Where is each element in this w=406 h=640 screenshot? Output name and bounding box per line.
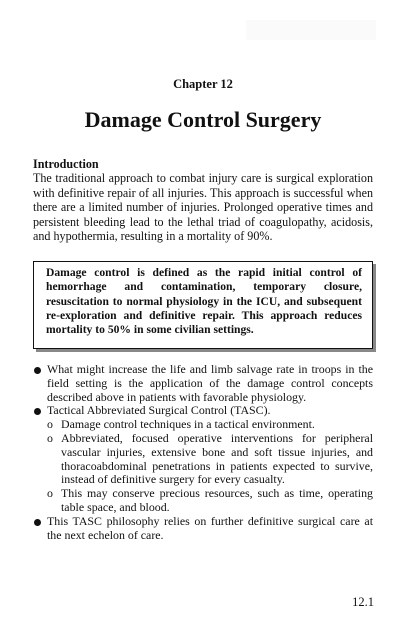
- bullet-text: Tactical Abbreviated Surgical Control (TASC).: [47, 403, 271, 418]
- sub-item: [47, 418, 373, 432]
- page-number: 12.1: [352, 595, 374, 609]
- sub-text: This may conserve precious resources, such as time, operating table space, and blood.: [61, 486, 373, 514]
- callout-text: Damage control is defined as the rapid initial control of hemorrhage and contamination, temporary closure, resuscitation to normal physiology in the ICU, and subsequent re-exploration and definitive repair. This approach reduces mortality to 50% in some civilian settings.: [46, 266, 362, 337]
- sub-text: Damage control techniques in a tactical environment.: [61, 417, 315, 432]
- intro-paragraph: The traditional approach to combat injury care is surgical exploration with definitive repair of all injuries. This approach is successful when there are a limited number of injuries. Prolonged operative times and persistent bleeding lead to the lethal triad of coagulopathy, acidosis, and hypothermia, resulting in a mortality of 90%.: [33, 171, 373, 244]
- sub-text: Abbreviated, focused operative interventions for peripheral vascular injuries, extensive bone and soft tissue injuries, and thoracoabdominal penetrations in patients expected to survive, instead of definitive surgery for every casualty.: [61, 430, 373, 487]
- intro-heading: Introduction: [33, 157, 99, 171]
- intro-section: [33, 157, 373, 243]
- sub-list: [47, 418, 373, 515]
- bullet-item: [33, 515, 373, 543]
- bullet-list: [33, 363, 373, 542]
- bullet-item: [33, 404, 373, 514]
- chapter-label: Chapter 12: [173, 77, 233, 91]
- sub-item: [47, 487, 373, 515]
- sub-item: [47, 432, 373, 487]
- page-title: Damage Control Surgery: [84, 107, 322, 132]
- bullet-item: [33, 363, 373, 404]
- header-mark: [246, 20, 376, 40]
- bullet-text: This TASC philosophy relies on further definitive surgical care at the next echelon of care.: [47, 513, 373, 542]
- bullet-text: What might increase the life and limb salvage rate in troops in the field setting is the application of the damage control concepts described above in patients with favorable physiology.: [47, 362, 373, 404]
- definition-callout: [33, 261, 373, 349]
